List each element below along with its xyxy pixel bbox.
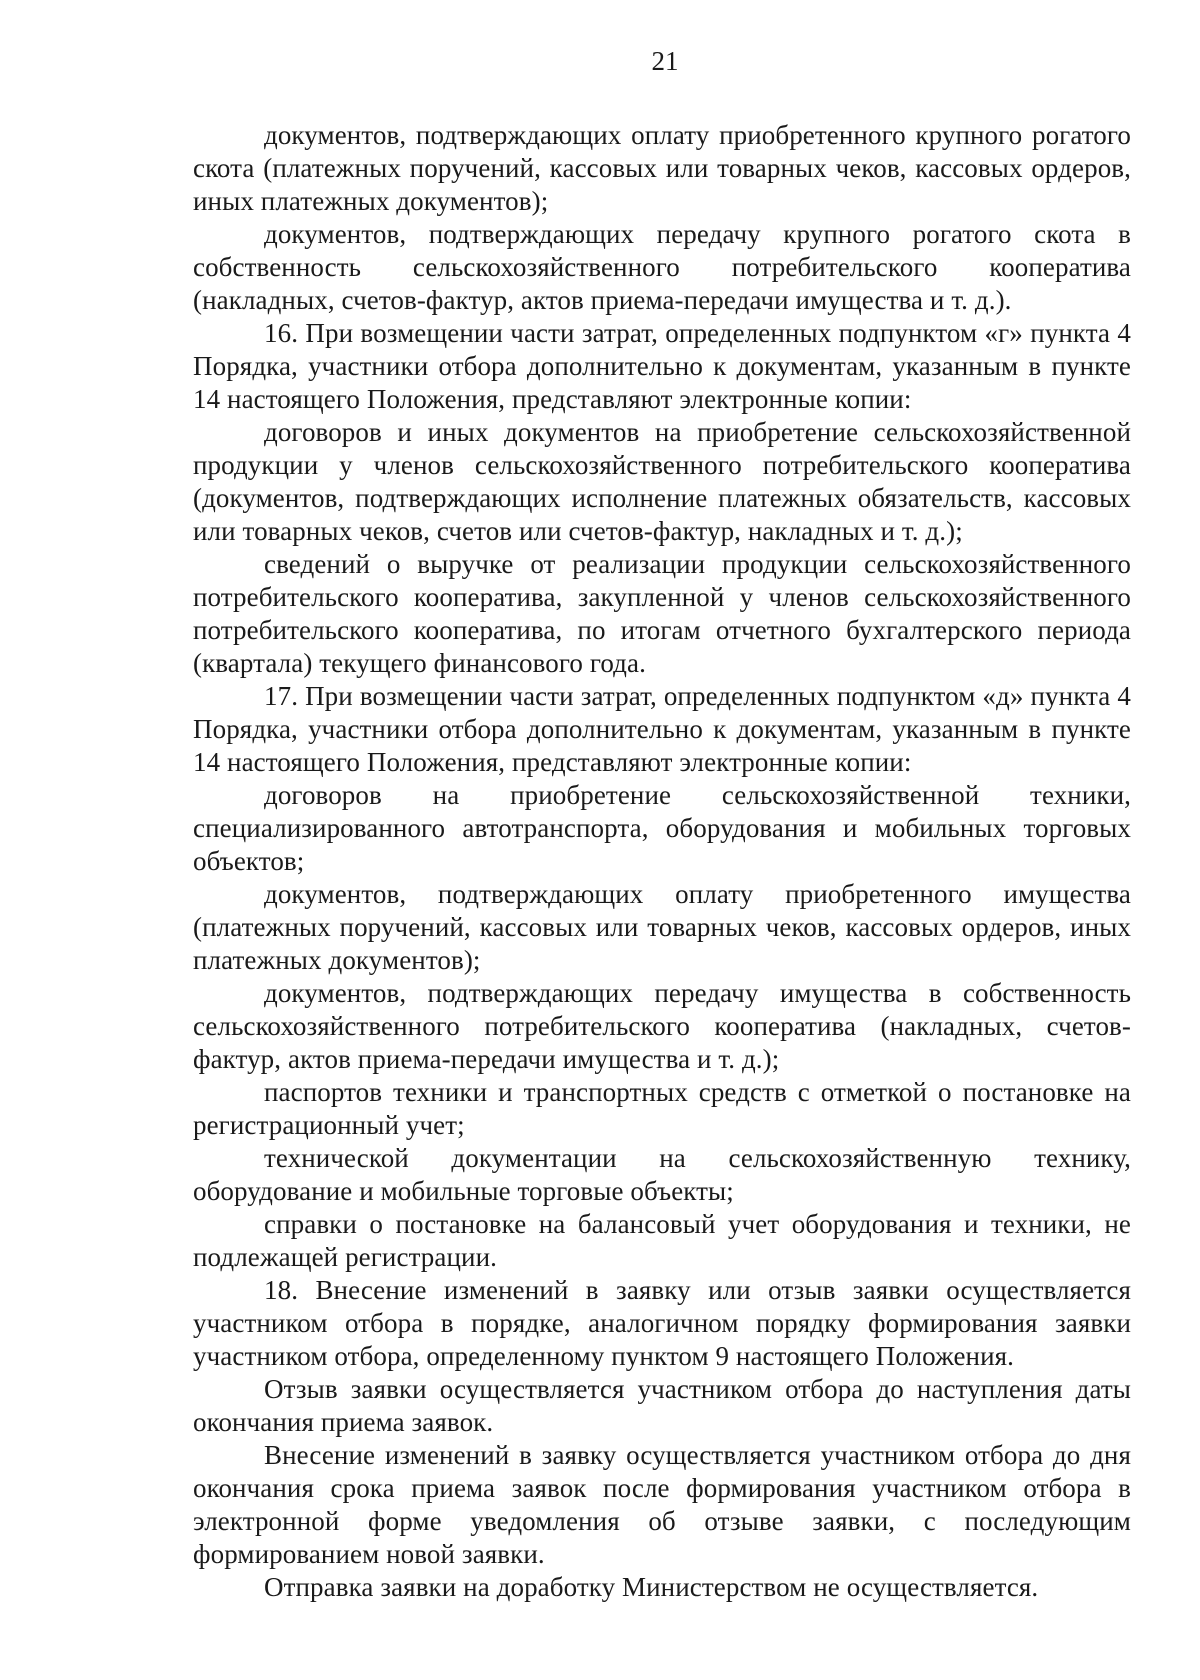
paragraph-application-withdrawal: Отзыв заявки осуществляется участником отбора до наступления даты окончания приема заявок.	[193, 1374, 1131, 1437]
paragraph-item-17: 17. При возмещении части затрат, определенных подпунктом «д» пункта 4 Порядка, участники отбора дополнительно к документам, указанным в пункте 14 настоящего Положения, представляют электронные копии:	[193, 681, 1131, 777]
paragraph-item-16: 16. При возмещении части затрат, определенных подпунктом «г» пункта 4 Порядка, участники отбора дополнительно к документам, указанным в пункте 14 настоящего Положения, представляют электронные копии:	[193, 318, 1131, 414]
paragraph-item-18: 18. Внесение изменений в заявку или отзыв заявки осуществляется участником отбора в порядке, аналогичном порядку формирования заявки участником отбора, определенному пунктом 9 настоящего Положения.	[193, 1275, 1131, 1371]
paragraph-technical-documentation: технической документации на сельскохозяйственную технику, оборудование и мобильные торговые объекты;	[193, 1143, 1131, 1206]
document-body	[193, 119, 1131, 1604]
paragraph-property-payment: документов, подтверждающих оплату приобретенного имущества (платежных поручений, кассовых или товарных чеков, кассовых ордеров, иных платежных документов);	[193, 879, 1131, 975]
paragraph-balance-certificate: справки о постановке на балансовый учет оборудования и техники, не подлежащей регистрации.	[193, 1209, 1131, 1272]
paragraph-revenue-info: сведений о выручке от реализации продукции сельскохозяйственного потребительского кооператива, закупленной у членов сельскохозяйственного потребительского кооператива, по итогам отчетного бухгалтерского периода (квартала) текущего финансового года.	[193, 549, 1131, 678]
paragraph-application-changes: Внесение изменений в заявку осуществляется участником отбора до дня окончания срока приема заявок после формирования участником отбора в электронной форме уведомления об отзыве заявки, с последующим формированием новой заявки.	[193, 1440, 1131, 1569]
paragraph-payment-documents: документов, подтверждающих оплату приобретенного крупного рогатого скота (платежных поручений, кассовых или товарных чеков, кассовых ордеров, иных платежных документов);	[193, 120, 1131, 216]
paragraph-vehicle-passports: паспортов техники и транспортных средств с отметкой о постановке на регистрационный учет;	[193, 1077, 1131, 1140]
paragraph-equipment-contracts: договоров на приобретение сельскохозяйственной техники, специализированного автотранспорта, оборудования и мобильных торговых объектов;	[193, 780, 1131, 876]
paragraph-purchase-contracts: договоров и иных документов на приобретение сельскохозяйственной продукции у членов сельскохозяйственного потребительского кооператива (документов, подтверждающих исполнение платежных обязательств, кассовых или товарных чеков, счетов или счетов-фактур, накладных и т. д.);	[193, 417, 1131, 546]
paragraph-transfer-documents: документов, подтверждающих передачу крупного рогатого скота в собственность сельскохозяйственного потребительского кооператива (накладных, счетов-фактур, актов приема-передачи имущества и т. д.).	[193, 219, 1131, 315]
paragraph-no-revision: Отправка заявки на доработку Министерством не осуществляется.	[264, 1572, 1039, 1602]
page-number: 21	[651, 46, 679, 76]
paragraph-property-transfer: документов, подтверждающих передачу имущества в собственность сельскохозяйственного потребительского кооператива (накладных, счетов-фактур, актов приема-передачи имущества и т. д.);	[193, 978, 1131, 1074]
